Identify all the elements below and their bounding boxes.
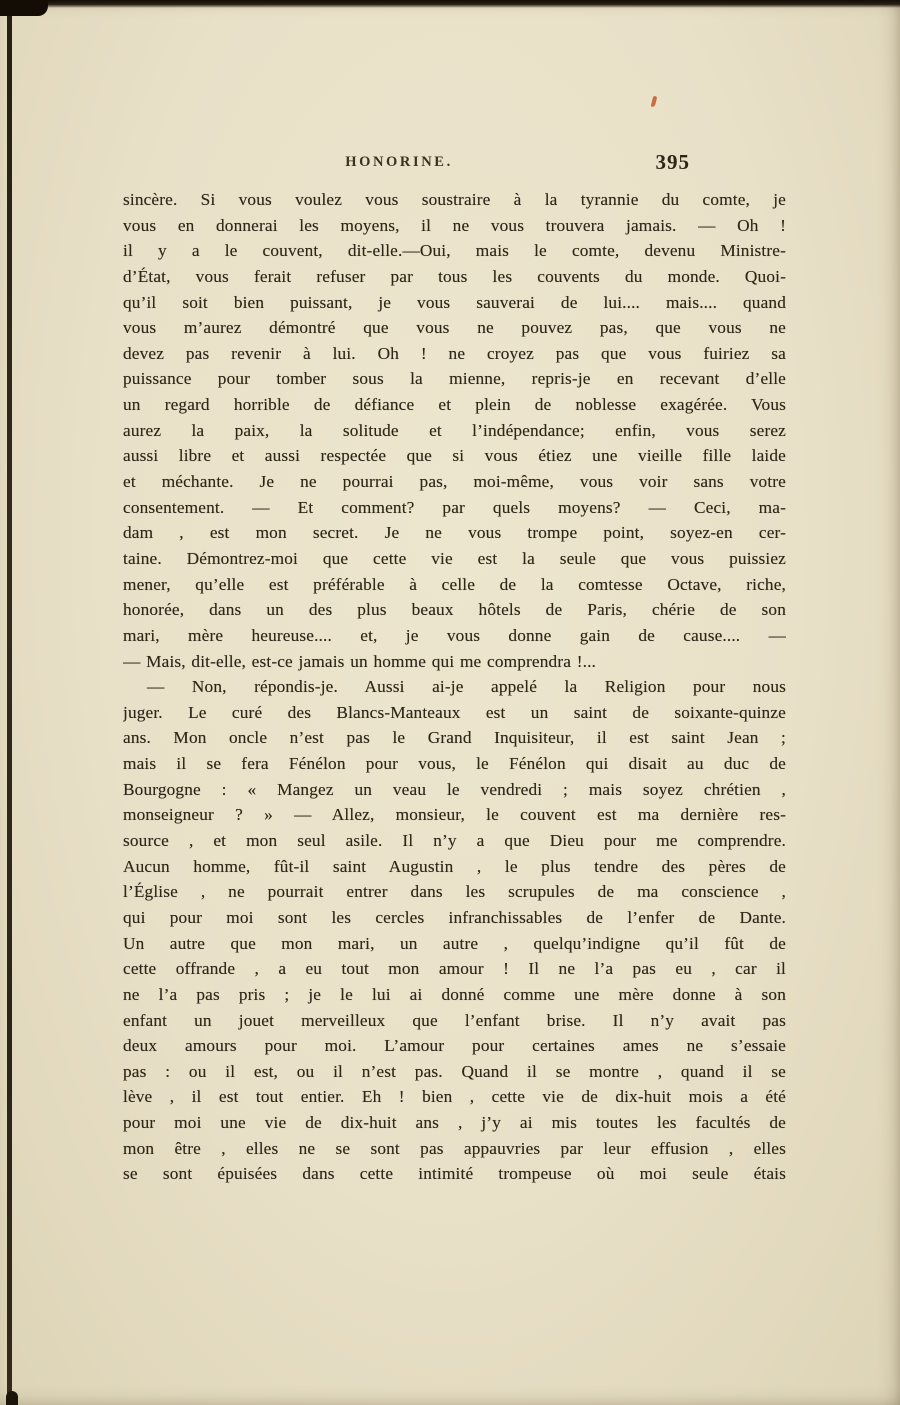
text-line: pour moi une vie de dix-huit ans , j’y ai mis toutes les facultés de <box>123 1113 786 1133</box>
text-line: mais il se fera Fénélon pour vous, le Fénélon qui disait au duc de <box>123 754 786 774</box>
text-line: qu’il soit bien puissant, je vous sauverai de lui.... mais.... quand <box>123 292 786 312</box>
text-line: deux amours pour moi. L’amour pour certaines ames ne s’essaie <box>123 1036 786 1056</box>
text-line: ans. Mon oncle n’est pas le Grand Inquisiteur, il est saint Jean ; <box>123 728 786 748</box>
text-line: juger. Le curé des Blancs-Manteaux est un saint de soixante-quinze <box>123 702 786 722</box>
text-line: Aucun homme, fût-il saint Augustin , le plus tendre des pères de <box>123 856 786 876</box>
text-line: l’Église , ne pourrait entrer dans les scrupules de ma conscience , <box>123 882 786 902</box>
text-line: sincère. Si vous voulez vous soustraire à la tyrannie du comte, je <box>123 190 786 209</box>
text-line: vous en donnerai les moyens, il ne vous trouvera jamais. — Oh ! <box>123 215 786 235</box>
text-line: Bourgogne : « Mangez un veau le vendredi ; mais soyez chrétien , <box>123 779 786 799</box>
text-line: consentement. — Et comment? par quels moyens? — Ceci, ma- <box>123 497 786 517</box>
scan-artifact-mark <box>651 96 658 108</box>
text-line: mari, mère heureuse.... et, je vous donne gain de cause.... — <box>123 625 786 645</box>
scan-edge-top <box>0 0 900 8</box>
text-line: ne l’a pas pris ; je le lui ai donné comme une mère donne à son <box>123 984 786 1004</box>
text-line: taine. Démontrez-moi que cette vie est la seule que vous puissiez <box>123 548 786 568</box>
scan-edge-bottom-left <box>6 1391 18 1405</box>
text-line: et méchante. Je ne pourrai pas, moi-même, vous voir sans votre <box>123 472 786 492</box>
text-line: qui pour moi sont les cercles infranchissables de l’enfer de Dante. <box>123 907 786 927</box>
text-line: honorée, dans un des plus beaux hôtels de Paris, chérie de son <box>123 600 786 620</box>
text-line: — Mais, dit-elle, est-ce jamais un homme qui me comprendra !... <box>123 651 597 671</box>
running-title: HONORINE. <box>345 154 453 170</box>
text-line: source , et mon seul asile. Il n’y a que Dieu pour me comprendre. <box>123 831 786 851</box>
text-line: d’État, vous ferait refuser par tous les couvents du monde. Quoi- <box>123 266 786 286</box>
text-line: puissance pour tomber sous la mienne, repris-je en recevant d’elle <box>123 369 786 389</box>
text-line: aussi libre et aussi respectée que si vous étiez une vieille fille laide <box>123 446 786 466</box>
text-line: enfant un jouet merveilleux que l’enfant brise. Il n’y avait pas <box>123 1010 786 1030</box>
text-line: — Non, répondis-je. Aussi ai-je appelé la Religion pour nous <box>147 677 786 697</box>
text-line: pas : ou il est, ou il n’est pas. Quand il se montre , quand il se <box>123 1061 786 1081</box>
scan-corner-top-left <box>0 0 48 16</box>
text-line: vous m’aurez démontré que vous ne pouvez pas, que vous ne <box>123 318 786 338</box>
text-line: il y a le couvent, dit-elle.—Oui, mais le comte, devenu Ministre- <box>123 241 786 261</box>
scan-edge-left <box>7 0 12 1405</box>
text-line: mon être , elles ne se sont pas appauvries par leur effusion , elles <box>123 1138 786 1158</box>
text-line: aurez la paix, la solitude et l’indépendance; enfin, vous serez <box>123 420 786 440</box>
page-header <box>123 150 786 176</box>
text-line: mener, qu’elle est préférable à celle de la comtesse Octave, riche, <box>123 574 786 594</box>
text-line: cette offrande , a eu tout mon amour ! Il ne l’a pas eu , car il <box>123 959 786 979</box>
text-line: lève , il est tout entier. Eh ! bien , cette vie de dix-huit mois a été <box>123 1087 786 1107</box>
text-line: devez pas revenir à lui. Oh ! ne croyez pas que vous fuiriez sa <box>123 343 786 363</box>
text-line: Un autre que mon mari, un autre , quelqu’indigne qu’il fût de <box>123 933 786 953</box>
text-line: dam , est mon secret. Je ne vous trompe point, soyez-en cer- <box>123 523 786 543</box>
body-text-block <box>123 187 786 1187</box>
page-number: 395 <box>655 150 690 174</box>
text-line: monseigneur ? » — Allez, monsieur, le couvent est ma dernière res- <box>123 805 786 825</box>
text-line: un regard horrible de défiance et plein de noblesse exagérée. Vous <box>123 395 786 415</box>
text-line: se sont épuisées dans cette intimité trompeuse où moi seule étais <box>123 1164 786 1184</box>
